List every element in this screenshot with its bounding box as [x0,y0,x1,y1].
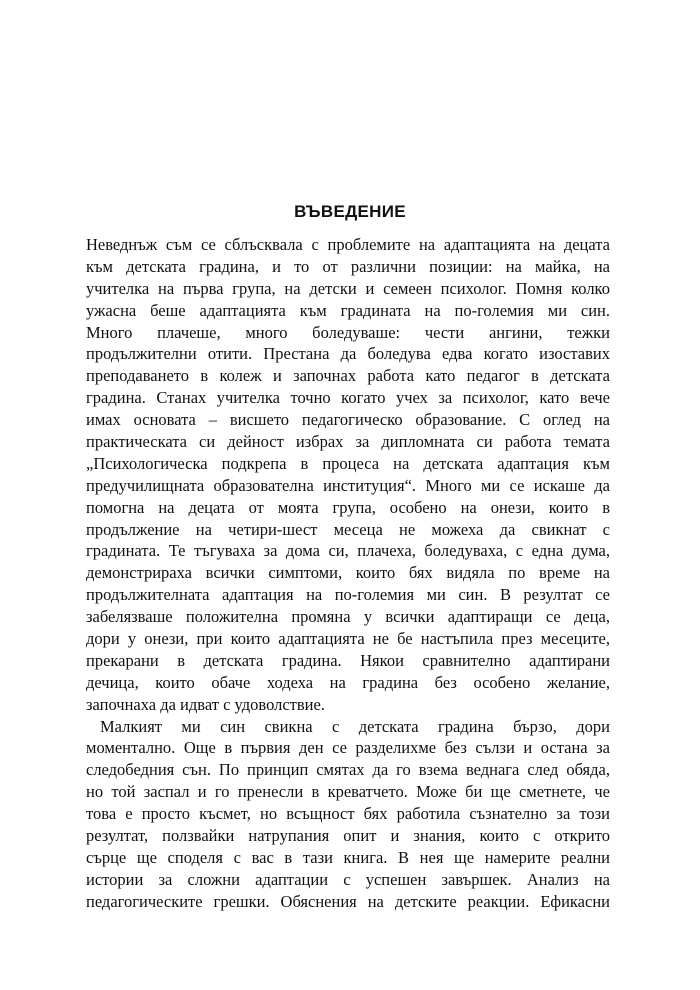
page-title: ВЪВЕДЕНИЕ [294,202,406,221]
text-line: „Психологическа подкрепа в процеса на детската адаптация към [86,453,610,473]
text-line: прекарани в детската градина. Някои сравнително адаптирани [86,650,610,670]
text-line: Много плачеше, много боледуваше: чести ангини, тежки [86,322,610,342]
text-line: градината. Те тъгуваха за дома си, плачеха, боледуваха, с една дума, [86,541,610,561]
text-line: започнаха да идват с удоволствие. [86,694,325,714]
text-line: резултат, ползвайки натрупания опит и знания, които с открито [86,826,610,846]
paragraph [86,716,610,913]
text-line: продължение на четири-шест месеца не можеха да свикнат с [86,519,610,539]
text-line: градина. Станах учителка точно когато учех за психолог, като вече [86,388,610,408]
text-line: ужасна беше адаптацията към градината на по-големия ми син. [86,300,610,320]
text-line: дечица, които обаче ходеха на градина без особено желание, [86,672,610,692]
text-line: имах основата – висшето педагогическо образование. С оглед на [86,410,610,430]
text-line: Малкият ми син свикна с детската градина бързо, дори [100,716,610,736]
text-line: демонстрираха всички симптоми, които бях видяла по време на [86,563,610,583]
text-line: сърце ще споделя с вас в тази книга. В нея ще намерите реални [86,847,610,867]
text-line: Неведнъж съм се сблъсквала с проблемите на адаптацията на децата [86,235,610,254]
text-line: предучилищната образователна институция“. Много ми се искаше да [86,475,610,495]
text-line: продължителни отити. Престана да боледува едва когато изоставих [86,344,610,364]
text-line: дори у онези, при които адаптацията не бе настъпила през месеците, [86,629,610,649]
text-line: преподаването в колеж и започнах работа като педагог в детската [86,366,610,386]
text-line: следобедния сън. По принцип смятах да го взема веднага след обяда, [86,760,610,780]
text-line: учителка на първа група, на детски и семеен психолог. Помня колко [86,278,610,298]
body-text [86,234,610,913]
text-line: но той заспал и го пренесли в креватчето. Може би ще сметнете, че [86,782,610,802]
text-line: забелязваше положителна промяна у всички адаптиращи се деца, [86,607,610,627]
paragraph [86,234,610,716]
text-line: към детската градина, и то от различни позиции: на майка, на [86,256,610,276]
text-line: практическата си дейност избрах за дипломната си работа темата [86,432,610,452]
text-line: продължителната адаптация на по-големия ми син. В резултат се [86,585,610,605]
text-line: моментално. Още в първия ден се разделихме без сълзи и остана за [86,738,610,758]
text-line: педагогическите грешки. Обяснения на детските реакции. Ефикасни [86,891,610,911]
text-line: истории за сложни адаптации с успешен завършек. Анализ на [86,869,610,889]
text-line: това е просто късмет, но всъщност бях работила съзнателно за този [86,804,610,824]
text-line: помогна на децата от моята група, особено на онези, които в [86,497,610,517]
